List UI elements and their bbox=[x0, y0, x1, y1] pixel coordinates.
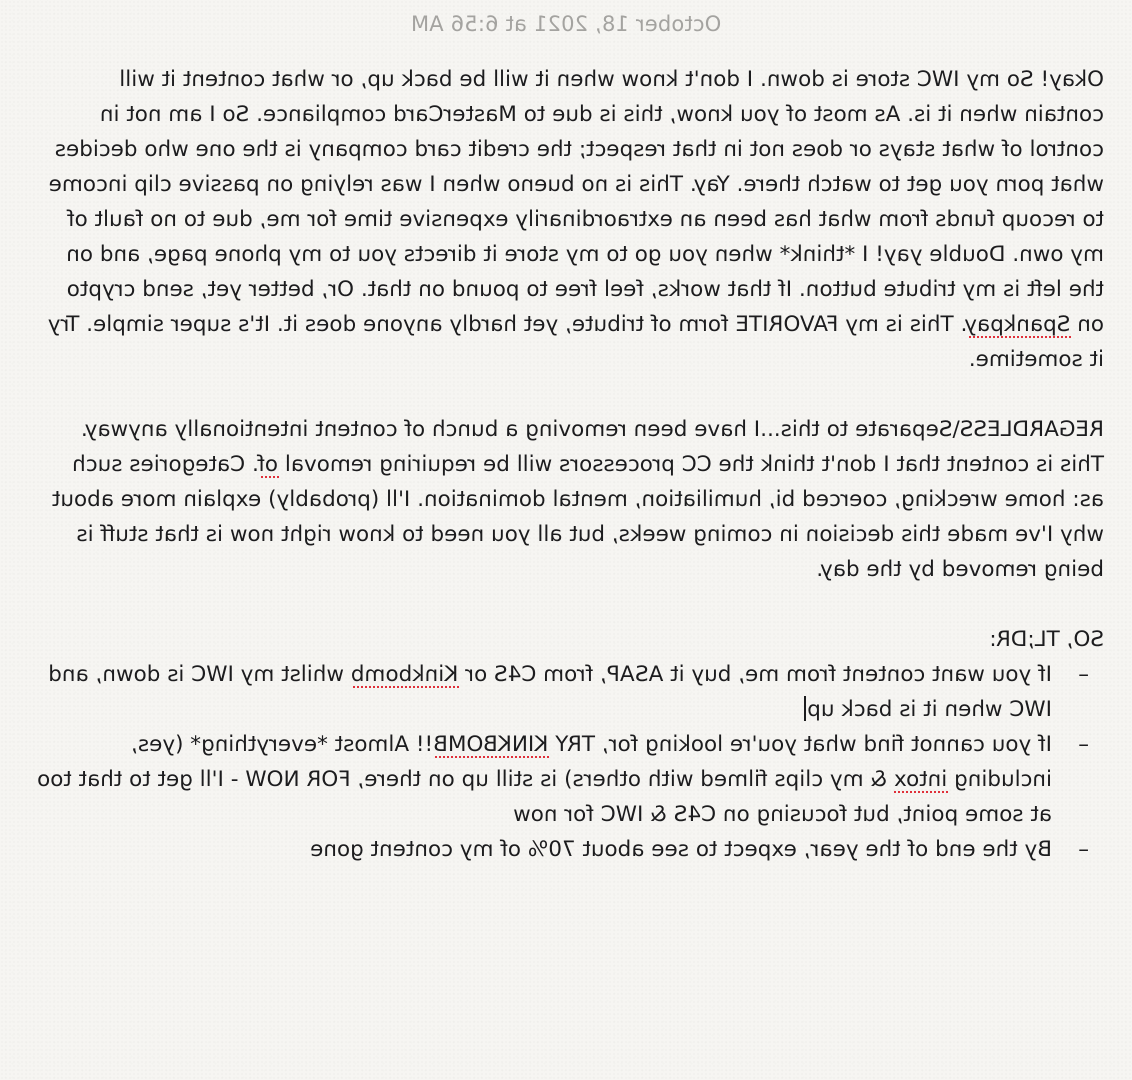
list-item bbox=[34, 832, 1104, 867]
misspelled-word-kinkbomb-caps[interactable]: KINKBOMB bbox=[433, 732, 549, 757]
paragraph-1-text-c: . This is my FAVORITE form of tribute, yet hardly anyone does it. It's super simple. Try it sometime. bbox=[47, 312, 1104, 372]
misspelled-word-spankpay[interactable]: Spankpay bbox=[967, 312, 1071, 337]
bullet-1-text-a: If you want content from me, buy it ASAP, from C4S or bbox=[458, 662, 1052, 687]
bullet-2-text-a: If you cannot find what you're looking for, TRY bbox=[548, 732, 1052, 757]
bullet-3-text: By the end of the year, expect to see about 70% of my content gone bbox=[310, 837, 1052, 862]
note-body-text-area[interactable] bbox=[34, 62, 1104, 867]
list-item bbox=[34, 657, 1104, 727]
paragraph-removing-content bbox=[34, 412, 1104, 587]
bullet-2-text-e: & my clips filmed with others) is still up on there, FOR NOW - I'll get to that too at some point, but focusing on C4S & IWC for now bbox=[37, 767, 1052, 827]
dash-bullet: – bbox=[1078, 837, 1089, 862]
paragraph-2-text-c: . Categories such as: home wrecking, coerced bi, humiliation, mental domination. I'll (probably) explain more about why I've made this decision in coming weeks, but all you need to know right now is that stuff is being removed by the day. bbox=[51, 452, 1104, 582]
dash-bullet: – bbox=[1078, 662, 1089, 687]
dash-bullet: – bbox=[1078, 732, 1089, 757]
tldr-heading: SO, TL;DR: bbox=[989, 627, 1104, 652]
misspelled-word-kinkbomb[interactable]: Kinkbomb bbox=[350, 662, 459, 687]
tldr-list bbox=[34, 657, 1104, 867]
paragraph-store-down bbox=[34, 62, 1104, 377]
bullet-1-text-c: whilst my IWC is down, and IWC when it is back up bbox=[48, 662, 1052, 722]
misspelled-word-of[interactable]: of bbox=[258, 452, 279, 477]
misspelled-word-intox[interactable]: intox bbox=[894, 767, 948, 792]
paragraph-2-text-a: REGARDLESS\Separate to this...I have been removing a bunch of content intentionally anyway. This is content that I don't think the CC processors will be requiring removal bbox=[80, 417, 1104, 477]
list-item bbox=[34, 727, 1104, 832]
paragraph-1-text-a: Okay! So my IWC store is down. I don't know when it will be back up, or what content it will contain when it is. As most of you know, this is due to MasterCard compliance. So I am not in control of what stays or does not in that respect; the credit card company is the one who decides what porn you get to watch there. Yay. This is no bueno when I was relying on passive clip income to recoup funds from what has been an extraordinarily expensive time for me, due to no fault of my own. Double yay! I *think* when you go to my store it directs you to my phone page, and on the left is my tribute button. If that works, feel free to pound on that. Or, better yet, send crypto on bbox=[48, 67, 1104, 337]
text-cursor bbox=[804, 696, 806, 721]
bullet-2-text-c: !! Almost *everything* (yes, including bbox=[131, 732, 1052, 792]
note-timestamp: October 18, 2021 at 6:56 AM bbox=[410, 12, 722, 36]
